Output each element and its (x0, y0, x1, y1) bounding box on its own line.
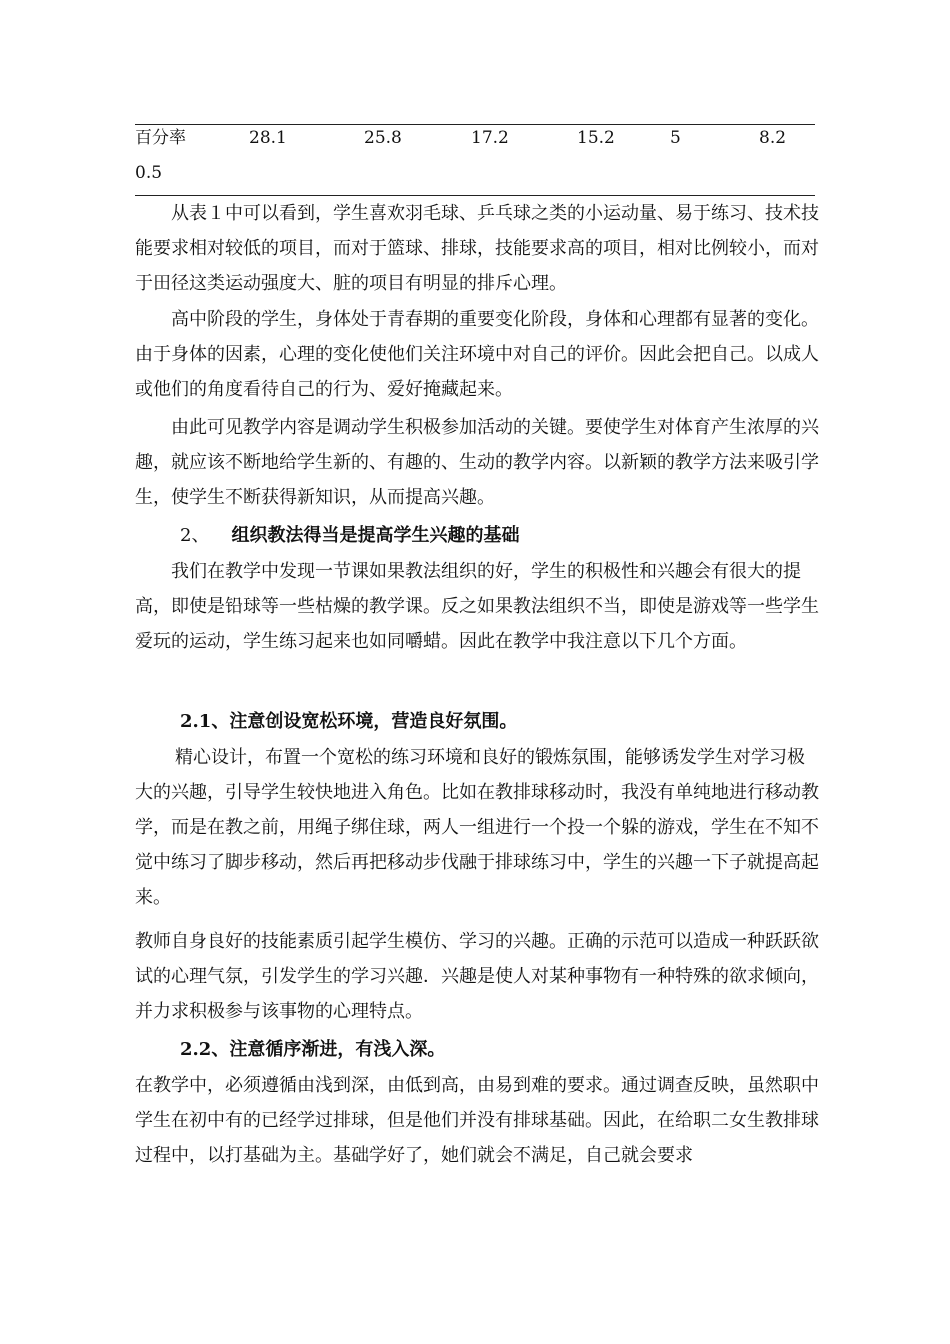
paragraph-adolescent-change: 高中阶段的学生，身体处于青春期的重要变化阶段，身体和心理都有显著的变化。由于身体的因素，心理的变化使他们关注环境中对自己的评价。因此会把自己。以成人或他们的角度看待自己的行为、爱好掩藏起来。 (135, 309, 819, 400)
paragraph-teaching-method: 我们在教学中发现一节课如果教法组织的好，学生的积极性和兴趣会有很大的提高，即使是铅球等一些枯燥的教学课。反之如果教法组织不当，即使是游戏等一些学生爱玩的运动，学生练习起来也如同嚼蜡。因此在教学中我注意以下几个方面。 (135, 561, 819, 652)
paragraph-table-analysis: 从表１中可以看到，学生喜欢羽毛球、乒乓球之类的小运动量、易于练习、技术技能要求相对较低的项目，而对于篮球、排球，技能要求高的项目，相对比例较小，而对于田径这类运动强度大、脏的项目有明显的排斥心理。 (135, 203, 819, 294)
table-cell: 5 (670, 128, 681, 148)
table-cell: 0.5 (135, 163, 163, 183)
section-title: 组织教法得当是提高学生兴趣的基础 (231, 525, 520, 546)
subsection-heading-2-1: 2.1、注意创设宽松环境，营造良好氛围。 (180, 711, 518, 732)
paragraph-relaxed-environment: 精心设计，布置一个宽松的练习环境和良好的锻炼氛围，能够诱发学生对学习极大的兴趣，引导学生较快地进入角色。比如在教排球移动时，我没有单纯地进行移动教学，而是在教之前，用绳子绑住球，两人一组进行一个投一个躲的游戏，学生在不知不觉中练习了脚步移动，然后再把移动步伐融于排球练习中，学生的兴趣一下子就提高起来。 (135, 747, 819, 908)
paragraph-teaching-content: 由此可见教学内容是调动学生积极参加活动的关键。要使学生对体育产生浓厚的兴趣，就应该不断地给学生新的、有趣的、生动的教学内容。以新颖的教学方法来吸引学生，使学生不断获得新知识，从而提高兴趣。 (135, 417, 819, 508)
paragraph-teacher-demonstration: 教师自身良好的技能素质引起学生模仿、学习的兴趣。正确的示范可以造成一种跃跃欲试的心理气氛，引发学生的学习兴趣．兴趣是使人对某种事物有一种特殊的欲求倾向，并力求积极参与该事物的心理特点。 (135, 931, 819, 1022)
table-cell: 15.2 (577, 128, 615, 148)
section-heading-2 (180, 518, 519, 553)
table-cell: 25.8 (364, 128, 402, 148)
table-cell: 28.1 (249, 128, 287, 148)
subsection-heading-2-2: 2.2、注意循序渐进，有浅入深。 (180, 1039, 446, 1060)
section-number: 2、 (180, 525, 210, 546)
paragraph-step-by-step: 在教学中，必须遵循由浅到深，由低到高，由易到难的要求。通过调查反映，虽然职中学生在初中有的已经学过排球，但是他们并没有排球基础。因此，在给职二女生教排球过程中，以打基础为主。基础学好了，她们就会不满足，自己就会要求 (135, 1075, 819, 1166)
table-top-rule (135, 124, 815, 125)
table-cell: 8.2 (759, 128, 787, 148)
table-cell: 17.2 (471, 128, 509, 148)
table-row-label: 百分率 (135, 128, 186, 148)
